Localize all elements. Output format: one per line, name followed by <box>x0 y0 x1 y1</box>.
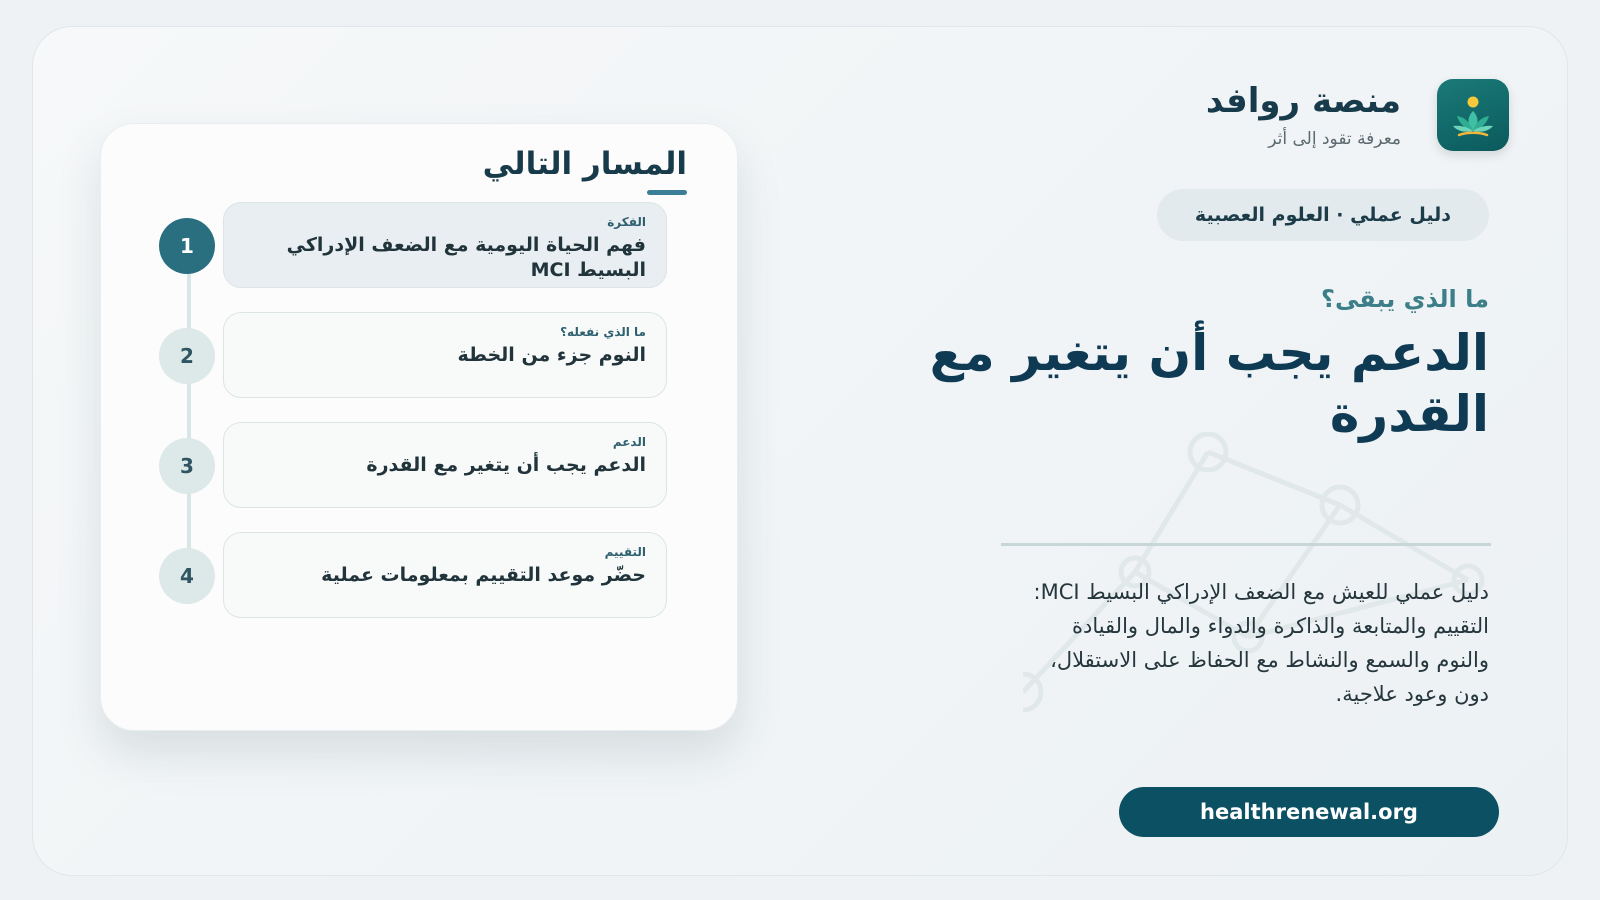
step-label: ما الذي نفعله؟ <box>560 325 646 339</box>
step-title: الدعم يجب أن يتغير مع القدرة <box>366 453 646 476</box>
step-number-badge: 1 <box>159 218 215 274</box>
path-step[interactable] <box>159 312 667 400</box>
step-title: فهم الحياة اليومية مع الضعف الإدراكي البسيط MCI <box>286 233 646 282</box>
step-number-badge: 4 <box>159 548 215 604</box>
path-step[interactable] <box>159 202 667 290</box>
card-title: المسار التالي <box>482 146 687 182</box>
brand-tagline: معرفة تقود إلى أثر <box>1268 129 1401 150</box>
step-label: التقييم <box>604 545 646 559</box>
step-number-badge: 2 <box>159 328 215 384</box>
step-card[interactable] <box>223 312 667 398</box>
description-text: دليل عملي للعيش مع الضعف الإدراكي البسيط MCI: التقييم والمتابعة والذاكرة والدواء والمال والقيادة والنوم والسمع والنشاط مع الحفاظ على الاستقلال، دون وعود علاجية. <box>1033 580 1489 707</box>
brand-name: منصة روافد <box>1205 80 1401 121</box>
divider <box>1001 543 1491 546</box>
path-step[interactable] <box>159 532 667 620</box>
step-card[interactable] <box>223 422 667 508</box>
page-title: الدعم يجب أن يتغير مع القدرة <box>929 324 1489 443</box>
step-card[interactable] <box>223 202 667 288</box>
category-badge: دليل عملي · العلوم العصبية <box>1157 189 1489 241</box>
lotus-sun-icon <box>1437 79 1509 151</box>
website-link-button[interactable]: healthrenewal.org <box>1119 787 1499 837</box>
slide-frame <box>32 26 1568 876</box>
step-label: الدعم <box>612 435 646 449</box>
next-path-card <box>100 123 738 731</box>
kicker-text: ما الذي يبقى؟ <box>1321 285 1489 313</box>
step-title: حضّر موعد التقييم بمعلومات عملية <box>321 563 646 586</box>
path-step[interactable] <box>159 422 667 510</box>
step-title: النوم جزء من الخطة <box>457 343 646 366</box>
step-card[interactable] <box>223 532 667 618</box>
title-underline <box>647 190 687 195</box>
step-number-badge: 3 <box>159 438 215 494</box>
brand-header <box>1206 79 1509 151</box>
step-label: الفكرة <box>607 215 646 229</box>
